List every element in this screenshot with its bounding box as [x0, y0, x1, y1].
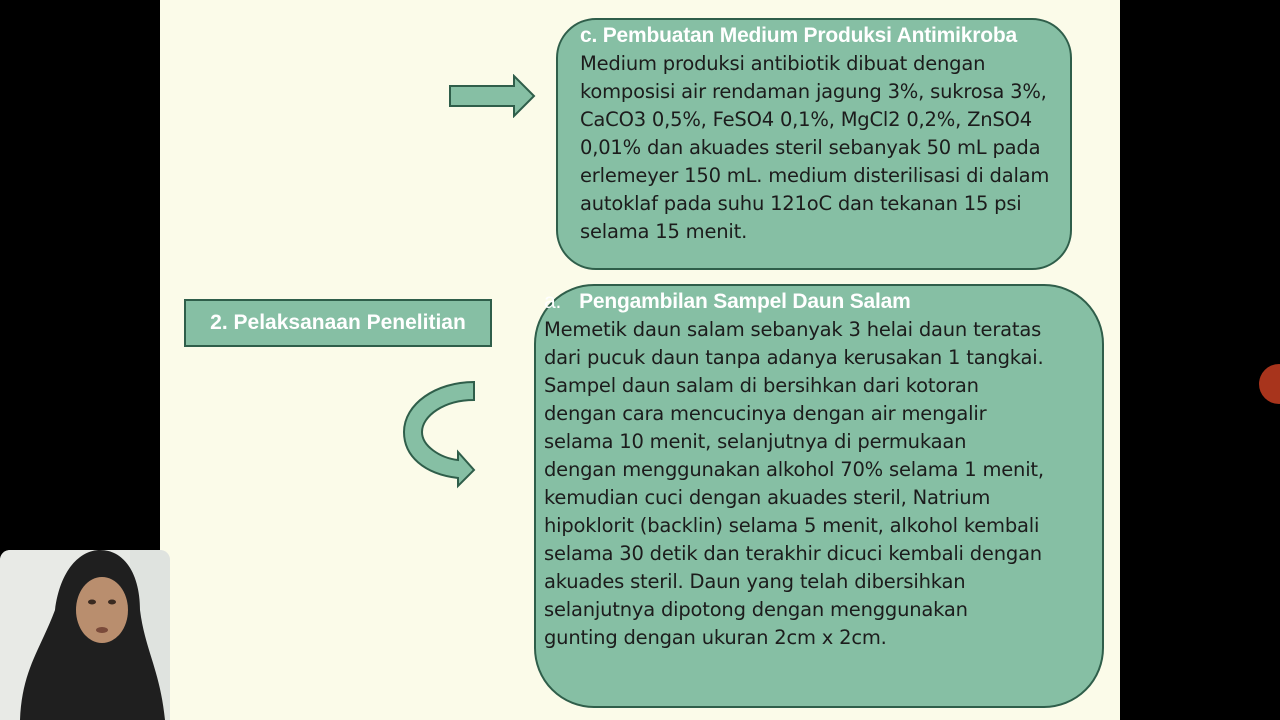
leaf-sampling-heading	[544, 288, 1090, 316]
medium-production-text: Medium produksi antibiotik dibuat dengan komposisi air rendaman jagung 3%, sukrosa 3%, CaCO3 0,5%, FeSO4 0,1%, MgCl2 0,2%, ZnSO4 0,01% dan akuades steril sebanyak 50 mL pada erlemeyer 150 mL. medium disterilisasi di dalam autoklaf pada suhu 121oC dan tekanan 15 psi selama 15 menit.	[580, 52, 1050, 243]
leaf-sampling-box	[534, 284, 1104, 708]
curved-arrow-icon	[400, 378, 480, 490]
right-arrow-icon	[448, 74, 538, 118]
presenter-webcam	[0, 550, 170, 720]
leaf-sampling-text: Memetik daun salam sebanyak 3 helai daun teratas dari pucuk daun tanpa adanya kerusakan 1 tangkai. Sampel daun salam di bersihkan dari kotoran dengan cara mencucinya dengan air mengalir selama 10 menit, selanjutnya di permukaan dengan menggunakan alkohol 70% selama 1 menit, kemudian cuci dengan akuades steril, Natrium hipoklorit (backlin) selama 5 menit, alkohol kembali selama 30 detik dan terakhir dicuci kembali dengan akuades steril. Daun yang telah dibersihkan selanjutnya dipotong dengan menggunakan gunting dengan ukuran 2cm x 2cm.	[544, 318, 1044, 649]
record-indicator-icon	[1259, 364, 1280, 404]
leaf-sampling-marker: a.	[544, 290, 562, 313]
medium-production-title: c. Pembuatan Medium Produksi Antimikroba	[580, 24, 1017, 47]
presenter-figure	[0, 550, 170, 720]
leaf-sampling-title: Pengambilan Sampel Daun Salam	[579, 290, 911, 313]
section-label-box	[184, 299, 492, 347]
section-label: 2. Pelaksanaan Penelitian	[210, 311, 466, 334]
medium-production-box	[556, 18, 1072, 270]
presentation-slide	[160, 0, 1120, 720]
